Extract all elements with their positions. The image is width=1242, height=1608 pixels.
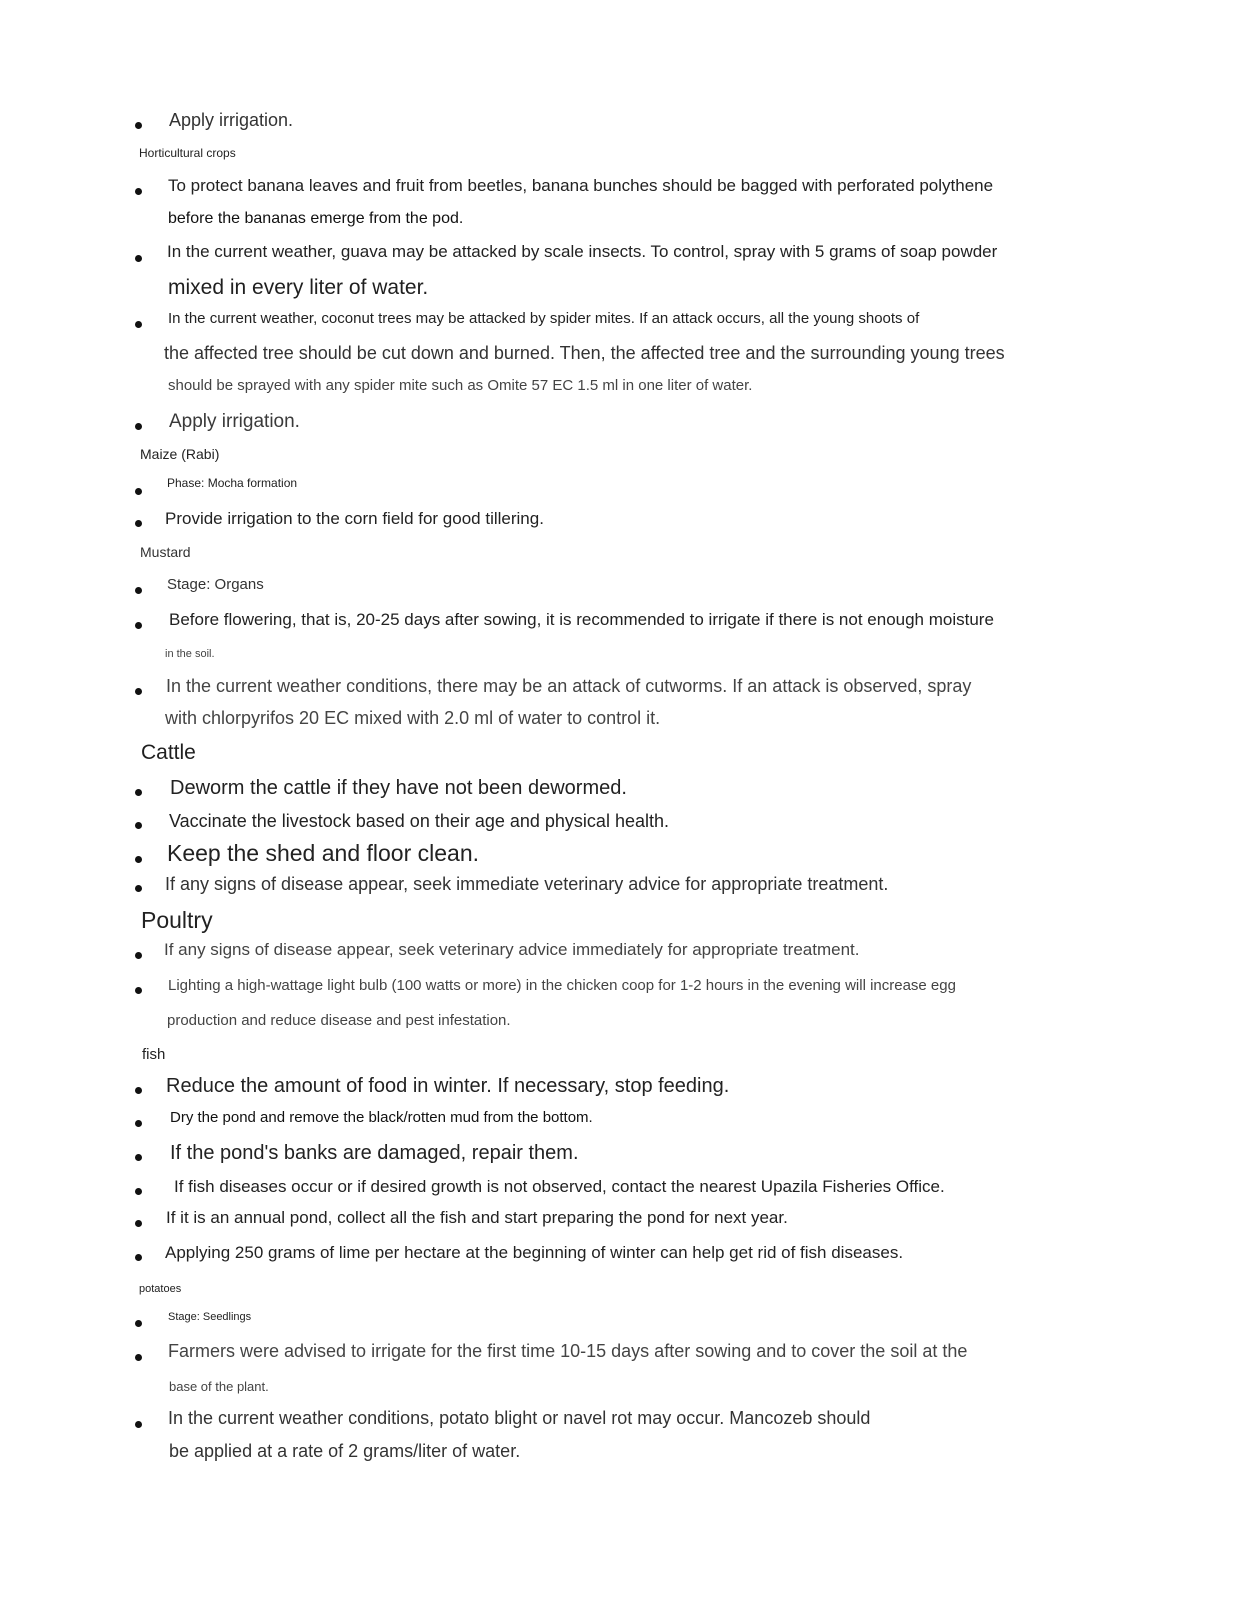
section-heading: potatoes [139, 1283, 182, 1295]
bullet-icon [135, 1421, 142, 1428]
bullet-icon [135, 885, 142, 892]
list-item: If the pond's banks are damaged, repair them. [170, 1142, 579, 1164]
list-item: Farmers were advised to irrigate for the first time 10-15 days after sowing and to cover the soil at the [168, 1341, 968, 1361]
list-item-continuation: mixed in every liter of water. [168, 276, 429, 299]
list-item: Applying 250 grams of lime per hectare at the beginning of winter can help get rid of fish diseases. [165, 1243, 904, 1262]
bullet-icon [135, 789, 142, 796]
bullet-icon [135, 1220, 142, 1227]
bullet-icon [135, 423, 142, 430]
list-item: To protect banana leaves and fruit from beetles, banana bunches should be bagged with perforated polythene [168, 176, 994, 195]
list-item: Phase: Mocha formation [167, 476, 298, 490]
list-item-continuation: in the soil. [165, 648, 215, 660]
list-item-continuation: be applied at a rate of 2 grams/liter of water. [169, 1441, 521, 1461]
bullet-icon [135, 622, 142, 629]
list-item: In the current weather conditions, there may be an attack of cutworms. If an attack is observed, spray [166, 676, 972, 696]
list-item: In the current weather, guava may be attacked by scale insects. To control, spray with 5 grams of soap powder [167, 242, 998, 261]
bullet-icon [135, 587, 142, 594]
list-item-continuation: production and reduce disease and pest infestation. [167, 1012, 511, 1029]
section-heading: Cattle [141, 741, 196, 764]
bullet-icon [135, 188, 142, 195]
section-heading: Maize (Rabi) [140, 446, 220, 462]
bullet-icon [135, 122, 142, 129]
list-item: Keep the shed and floor clean. [167, 840, 480, 866]
list-item-continuation: before the bananas emerge from the pod. [168, 210, 464, 227]
list-item-continuation: base of the plant. [169, 1379, 269, 1394]
list-item: Stage: Seedlings [168, 1311, 252, 1323]
bullet-icon [135, 255, 142, 262]
list-item: If fish diseases occur or if desired growth is not observed, contact the nearest Upazila Fisheries Office. [174, 1177, 945, 1196]
list-item: Lighting a high-wattage light bulb (100 watts or more) in the chicken coop for 1-2 hours in the evening will increase egg [168, 977, 956, 994]
bullet-icon [135, 952, 142, 959]
bullet-icon [135, 1354, 142, 1361]
list-item: In the current weather conditions, potato blight or navel rot may occur. Mancozeb should [168, 1408, 871, 1428]
bullet-icon [135, 1154, 142, 1161]
section-heading: Horticultural crops [139, 146, 236, 160]
list-item: If any signs of disease appear, seek veterinary advice immediately for appropriate treatment. [164, 940, 860, 959]
list-item: Dry the pond and remove the black/rotten mud from the bottom. [170, 1109, 593, 1126]
section-heading: fish [142, 1046, 166, 1063]
bullet-icon [135, 488, 142, 495]
list-item: Provide irrigation to the corn field for good tillering. [165, 509, 544, 528]
list-item: If any signs of disease appear, seek immediate veterinary advice for appropriate treatment. [165, 874, 889, 894]
list-item: Apply irrigation. [169, 110, 294, 130]
list-item-continuation: with chlorpyrifos 20 EC mixed with 2.0 ml of water to control it. [165, 708, 661, 728]
section-heading: Poultry [141, 907, 213, 933]
list-item: Apply irrigation. [169, 411, 300, 432]
list-item: Before flowering, that is, 20-25 days after sowing, it is recommended to irrigate if there is not enough moisture [169, 610, 994, 629]
list-item: Deworm the cattle if they have not been dewormed. [170, 777, 627, 799]
bullet-icon [135, 856, 142, 863]
bullet-icon [135, 1120, 142, 1127]
bullet-icon [135, 1254, 142, 1261]
list-item: In the current weather, coconut trees may be attacked by spider mites. If an attack occurs, all the young shoots of [168, 310, 920, 327]
bullet-icon [135, 1188, 142, 1195]
bullet-icon [135, 1087, 142, 1094]
bullet-icon [135, 321, 142, 328]
bullet-icon [135, 520, 142, 527]
bullet-icon [135, 688, 142, 695]
section-heading: Mustard [140, 544, 191, 560]
bullet-icon [135, 822, 142, 829]
bullet-icon [135, 987, 142, 994]
list-item: Reduce the amount of food in winter. If necessary, stop feeding. [166, 1075, 730, 1097]
list-item-continuation: should be sprayed with any spider mite such as Omite 57 EC 1.5 ml in one liter of water. [168, 377, 753, 394]
list-item: If it is an annual pond, collect all the fish and start preparing the pond for next year. [166, 1208, 788, 1227]
list-item: Vaccinate the livestock based on their age and physical health. [169, 811, 669, 831]
list-item-continuation: the affected tree should be cut down and burned. Then, the affected tree and the surrounding young trees [164, 343, 1005, 363]
list-item: Stage: Organs [167, 576, 264, 593]
bullet-icon [135, 1320, 142, 1327]
